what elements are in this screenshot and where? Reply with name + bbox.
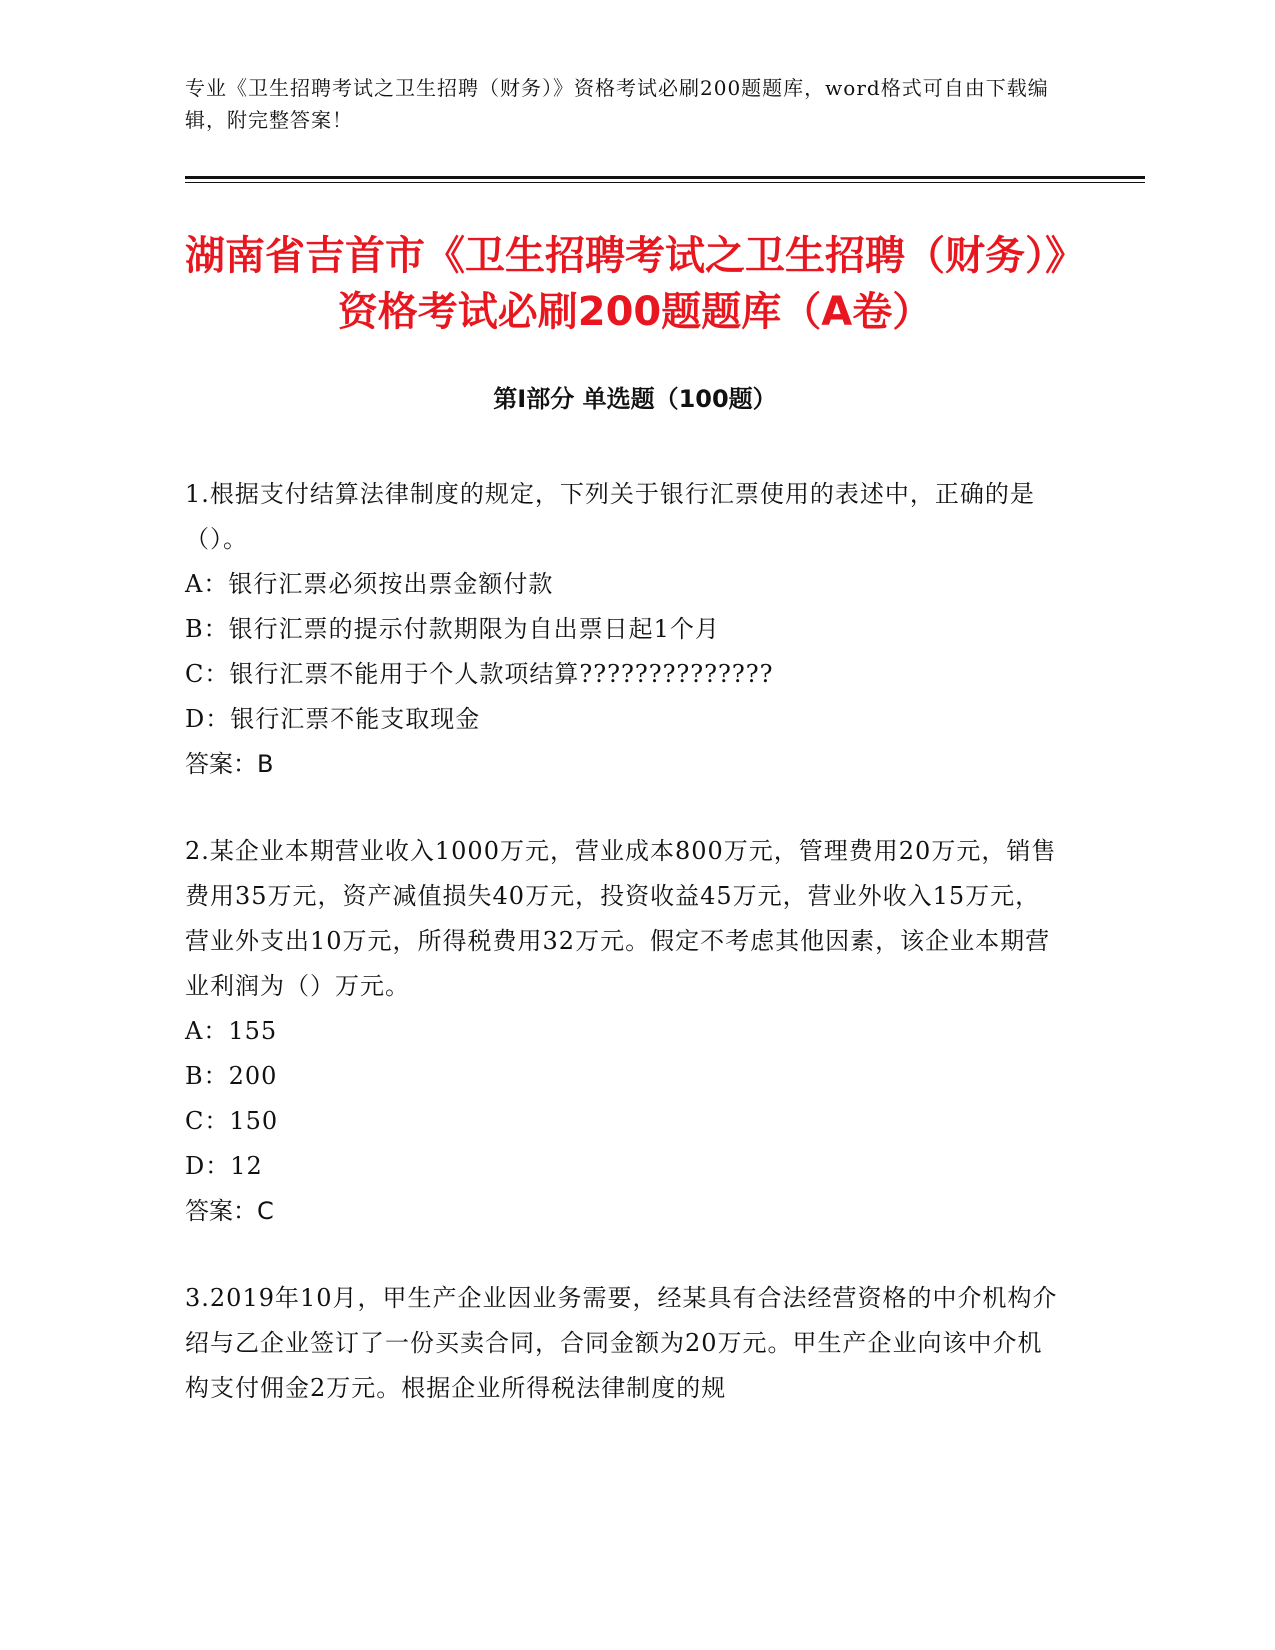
document-title: 湖南省吉首市《卫生招聘考试之卫生招聘（财务）》资格考试必刷200题题库（A卷） (185, 233, 1085, 335)
section-title: 第I部分 单选题（100题） (493, 385, 777, 413)
question-list (185, 472, 1065, 1453)
question-1 (185, 472, 1065, 787)
option-c: C：银行汇票不能用于个人款项结算?????????????? (185, 660, 774, 688)
option-a: A：155 (185, 1017, 278, 1045)
question-2 (185, 829, 1065, 1234)
answer: 答案：B (185, 750, 274, 778)
option-d: D：银行汇票不能支取现金 (185, 705, 481, 733)
answer: 答案：C (185, 1197, 274, 1225)
option-c: C：150 (185, 1107, 279, 1135)
option-a: A：银行汇票必须按出票金额付款 (185, 570, 554, 598)
header-divider-thin (185, 182, 1145, 183)
question-stem: 3.2019年10月，甲生产企业因业务需要，经某具有合法经营资格的中介机构介绍与乙企业签订了一份买卖合同，合同金额为20万元。甲生产企业向该中介机构支付佣金2万元。根据企业所得税法律制度的规 (185, 1284, 1058, 1402)
header-note: 专业《卫生招聘考试之卫生招聘（财务）》资格考试必刷200题题库，word格式可自由下载编辑，附完整答案！ (185, 76, 1049, 132)
option-d: D：12 (185, 1152, 263, 1180)
option-b: B：银行汇票的提示付款期限为自出票日起1个月 (185, 615, 720, 643)
question-stem: 2.某企业本期营业收入1000万元，营业成本800万元，管理费用20万元，销售费用35万元，资产减值损失40万元，投资收益45万元，营业外收入15万元，营业外支出10万元，所得税费用32万元。假定不考虑其他因素，该企业本期营业利润为（）万元。 (185, 837, 1057, 1000)
question-stem: 1.根据支付结算法律制度的规定，下列关于银行汇票使用的表述中，正确的是（）。 (185, 480, 1035, 553)
question-3 (185, 1276, 1065, 1411)
option-b: B：200 (185, 1062, 278, 1090)
header-divider-thick (185, 176, 1145, 179)
